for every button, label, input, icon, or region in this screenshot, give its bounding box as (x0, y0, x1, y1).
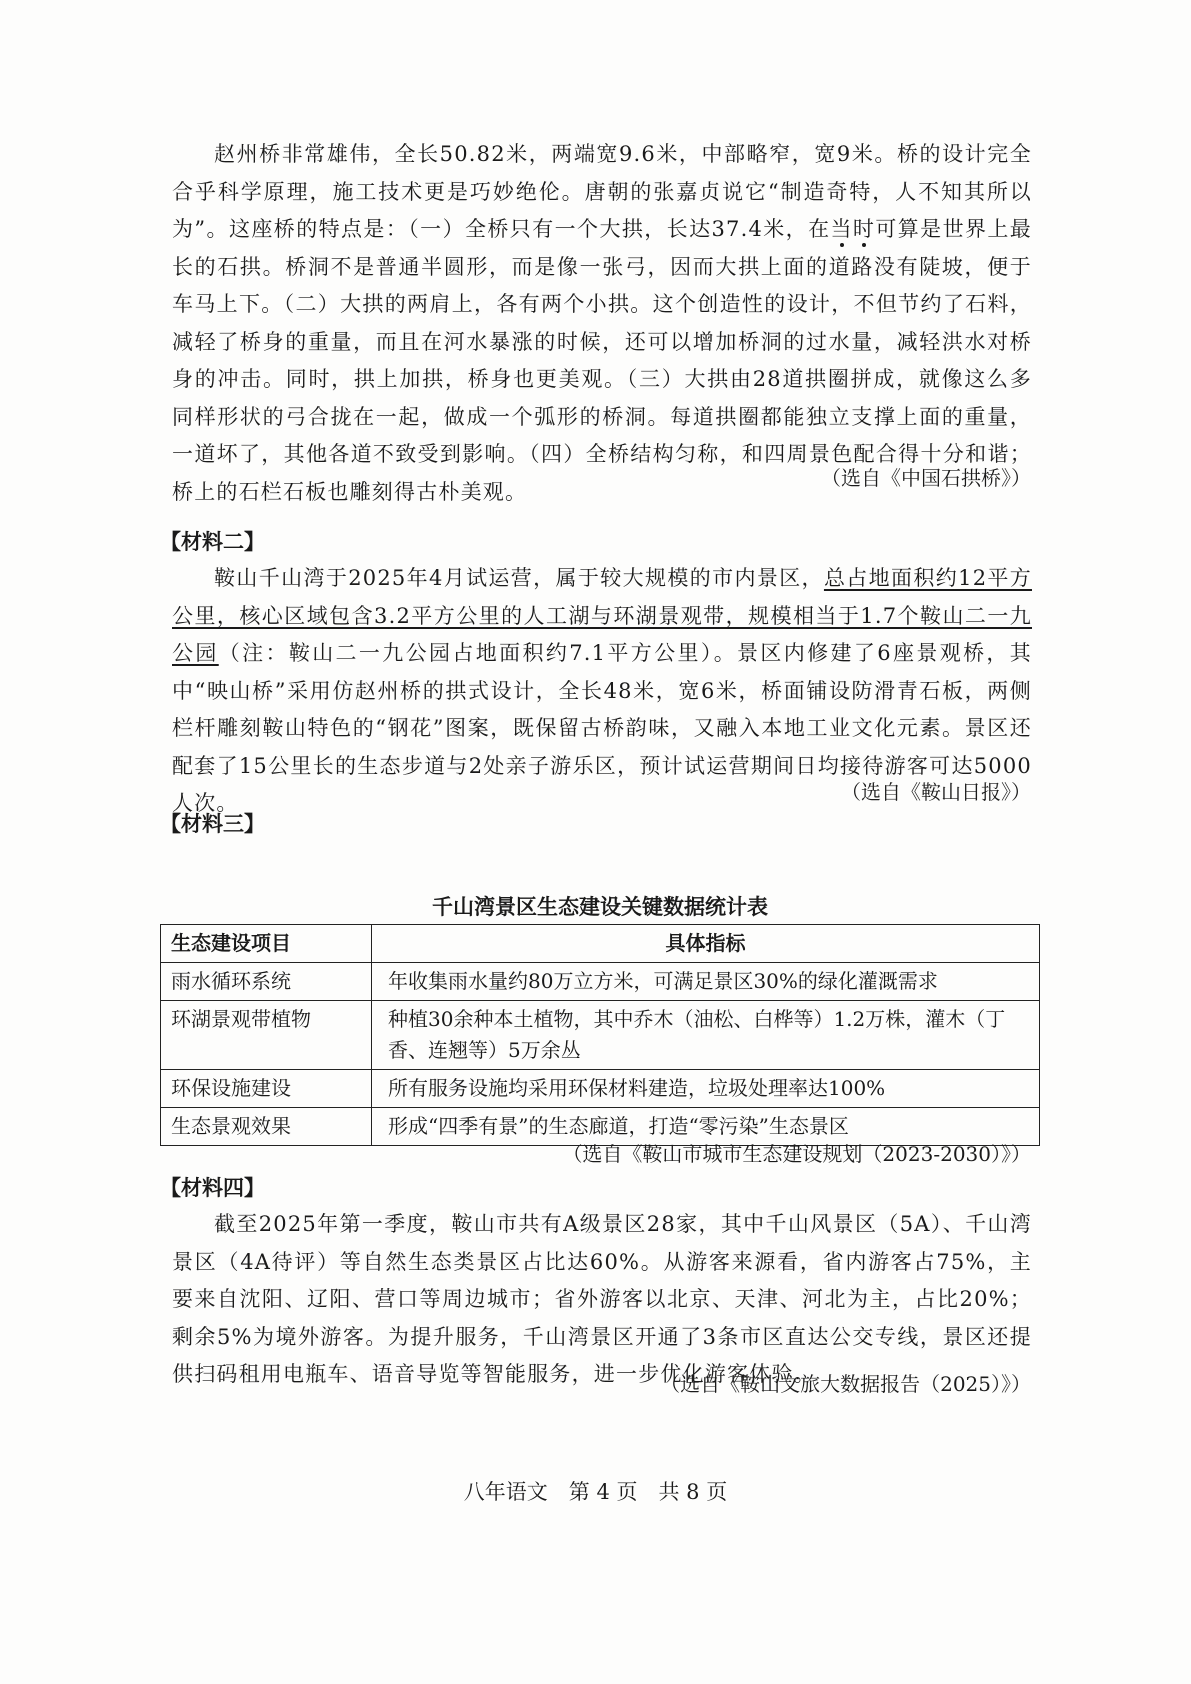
material1-source: （选自《中国石拱桥》） (821, 466, 1031, 490)
table-cell: 环湖景观带植物 (161, 1001, 372, 1070)
page-footer: 八年语文 第 4 页 共 8 页 (463, 1480, 728, 1504)
table-title: 千山湾景区生态建设关键数据统计表 (432, 895, 768, 919)
table-row (161, 1001, 1040, 1070)
table-row (161, 1070, 1040, 1108)
material3-source: （选自《鞍山市城市生态建设规划（2023-2030）》） (562, 1142, 1031, 1166)
material1-paragraph: 赵州桥非常雄伟，全长50.82米，两端宽9.6米，中部略窄，宽9米。桥的设计完全合乎科学原理，施工技术更是巧妙绝伦。唐朝的张嘉贞说它“制造奇特，人不知其所以为”。这座桥的特点是：（一）全桥只有一个大拱，长达37.4米，在当时可算是世界上最长的石拱。桥洞不是普通半圆形，而是像一张弓，因而大拱上面的道路没有陡坡，便于车马上下。（二）大拱的两肩上，各有两个小拱。这个创造性的设计，不但节约了石料，减轻了桥身的重量，而且在河水暴涨的时候，还可以增加桥洞的过水量，减轻洪水对桥身的冲击。同时，拱上加拱，桥身也更美观。（三）大拱由28道拱圈拼成，就像这么多同样形状的弓合拢在一起，做成一个弧形的桥洞。每道拱圈都能独立支撑上面的重量，一道坏了，其他各道不致受到影响。（四）全桥结构匀称，和四周景色配合得十分和谐；桥上的石栏石板也雕刻得古朴美观。 (172, 142, 1033, 504)
table-cell: 所有服务设施均采用环保材料建造，垃圾处理率达100% (372, 1070, 1040, 1108)
material4-paragraph: 截至2025年第一季度，鞍山市共有A级景区28家，其中千山风景区（5A）、千山湾景区（4A待评）等自然生态类景区占比达60%。从游客来源看，省内游客占75%，主要来自沈阳、辽阳、营口等周边城市；省外游客以北京、天津、河北为主，占比20%；剩余5%为境外游客。为提升服务，千山湾景区开通了3条市区直达公交专线，景区还提供扫码租用电瓶车、语音导览等智能服务，进一步优化游客体验。 (172, 1212, 1032, 1386)
table-cell: 种植30余种本土植物，其中乔木（油松、白桦等）1.2万株，灌木（丁香、连翘等）5万余丛 (372, 1001, 1040, 1070)
material2-paragraph: 鞍山千山湾于2025年4月试运营，属于较大规模的市内景区，总占地面积约12平方公里，核心区域包含3.2平方公里的人工湖与环湖景观带，规模相当于1.7个鞍山二一九公园（注：鞍山二一九公园占地面积约7.1平方公里）。景区内修建了6座景观桥，其中“映山桥”采用仿赵州桥的拱式设计，全长48米，宽6米，桥面铺设防滑青石板，两侧栏杆雕刻鞍山特色的“钢花”图案，既保留古桥韵味，又融入本地工业文化元素。景区还配套了15公里长的生态步道与2处亲子游乐区，预计试运营期间日均接待游客可达5000人次。 (172, 566, 1032, 815)
material2-source: （选自《鞍山日报》） (841, 780, 1031, 804)
table-header-row (161, 925, 1040, 963)
table-cell: 环保设施建设 (161, 1070, 372, 1108)
emphasis-dot-char: 当 (830, 217, 853, 241)
table-cell: 生态景观效果 (161, 1108, 372, 1146)
table-cell: 形成“四季有景”的生态廊道，打造“零污染”生态景区 (372, 1108, 1040, 1146)
table-cell: 年收集雨水量约80万立方米，可满足景区30%的绿化灌溉需求 (372, 963, 1040, 1001)
table-cell: 雨水循环系统 (161, 963, 372, 1001)
underlined-text: 总占地面积约12平方公里，核心区域包含3.2平方公里的人工湖与环湖景观带，规模相当于1.7个鞍山二一九公园 (172, 566, 1032, 665)
material4-source: （选自《鞍山文旅大数据报告（2025）》） (660, 1372, 1031, 1396)
emphasis-dot-char: 时 (852, 217, 876, 241)
column-header: 具体指标 (372, 925, 1040, 963)
material4-heading: 【材料四】 (160, 1176, 265, 1200)
column-header: 生态建设项目 (161, 925, 372, 963)
ecology-data-table (160, 924, 1040, 1146)
material3-heading: 【材料三】 (160, 812, 265, 836)
material2-heading: 【材料二】 (160, 530, 265, 554)
table-row (161, 963, 1040, 1001)
